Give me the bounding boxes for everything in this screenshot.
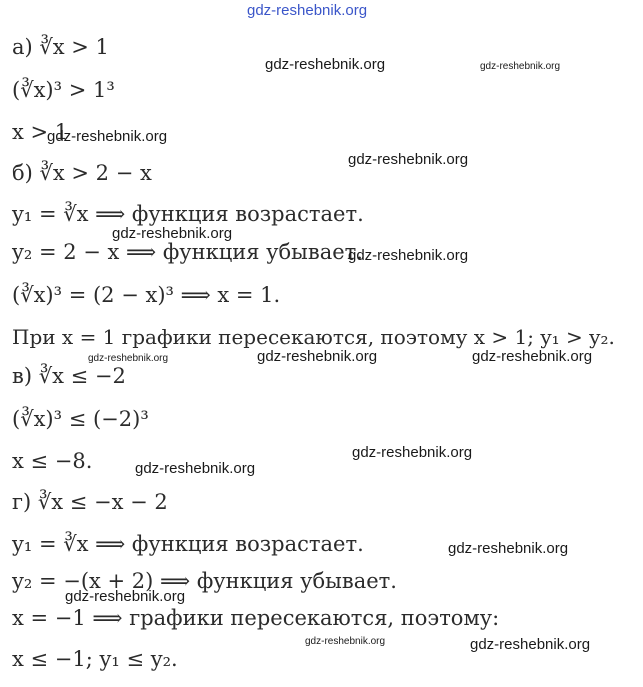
- watermark: gdz-reshebnik.org: [348, 151, 469, 168]
- watermark: gdz-reshebnik.org: [305, 636, 386, 647]
- part-v-inequality: в) ∛x ≤ −2: [12, 364, 126, 388]
- part-a-answer: x > 1: [12, 120, 69, 144]
- watermark: gdz-reshebnik.org: [135, 460, 256, 477]
- part-b-inequality: б) ∛x > 2 − x: [12, 161, 152, 185]
- watermark: gdz-reshebnik.org: [247, 2, 368, 19]
- part-a-inequality: а) ∛x > 1: [12, 35, 109, 59]
- part-b-equation: (∛x)³ = (2 − x)³ ⟹ x = 1.: [12, 283, 281, 307]
- part-g-inequality: г) ∛x ≤ −x − 2: [12, 490, 168, 514]
- watermark: gdz-reshebnik.org: [472, 348, 593, 365]
- watermark: gdz-reshebnik.org: [88, 353, 169, 364]
- part-a-cube-both-sides: (∛x)³ > 1³: [12, 78, 115, 102]
- watermark: gdz-reshebnik.org: [352, 444, 473, 461]
- watermark: gdz-reshebnik.org: [65, 588, 186, 605]
- part-g-y2: y₂ = −(x + 2) ⟹ функция убывает.: [12, 569, 397, 593]
- watermark: gdz-reshebnik.org: [47, 128, 168, 145]
- part-g-answer: x ≤ −1; y₁ ≤ y₂.: [12, 647, 178, 671]
- part-g-intersection: x = −1 ⟹ графики пересекаются, поэтому:: [12, 606, 500, 630]
- part-v-cube-both-sides: (∛x)³ ≤ (−2)³: [12, 407, 149, 431]
- watermark: gdz-reshebnik.org: [470, 636, 591, 653]
- watermark: gdz-reshebnik.org: [112, 225, 233, 242]
- watermark: gdz-reshebnik.org: [480, 61, 561, 72]
- watermark: gdz-reshebnik.org: [257, 348, 378, 365]
- part-v-answer: x ≤ −8.: [12, 449, 93, 473]
- watermark: gdz-reshebnik.org: [348, 247, 469, 264]
- part-b-y2: y₂ = 2 − x ⟹ функция убывает.: [12, 240, 363, 264]
- watermark: gdz-reshebnik.org: [265, 56, 386, 73]
- part-b-y1: y₁ = ∛x ⟹ функция возрастает.: [12, 202, 364, 226]
- part-b-conclusion: При x = 1 графики пересекаются, поэтому x > 1; y₁ > y₂.: [12, 325, 615, 349]
- watermark: gdz-reshebnik.org: [448, 540, 569, 557]
- part-g-y1: y₁ = ∛x ⟹ функция возрастает.: [12, 532, 364, 556]
